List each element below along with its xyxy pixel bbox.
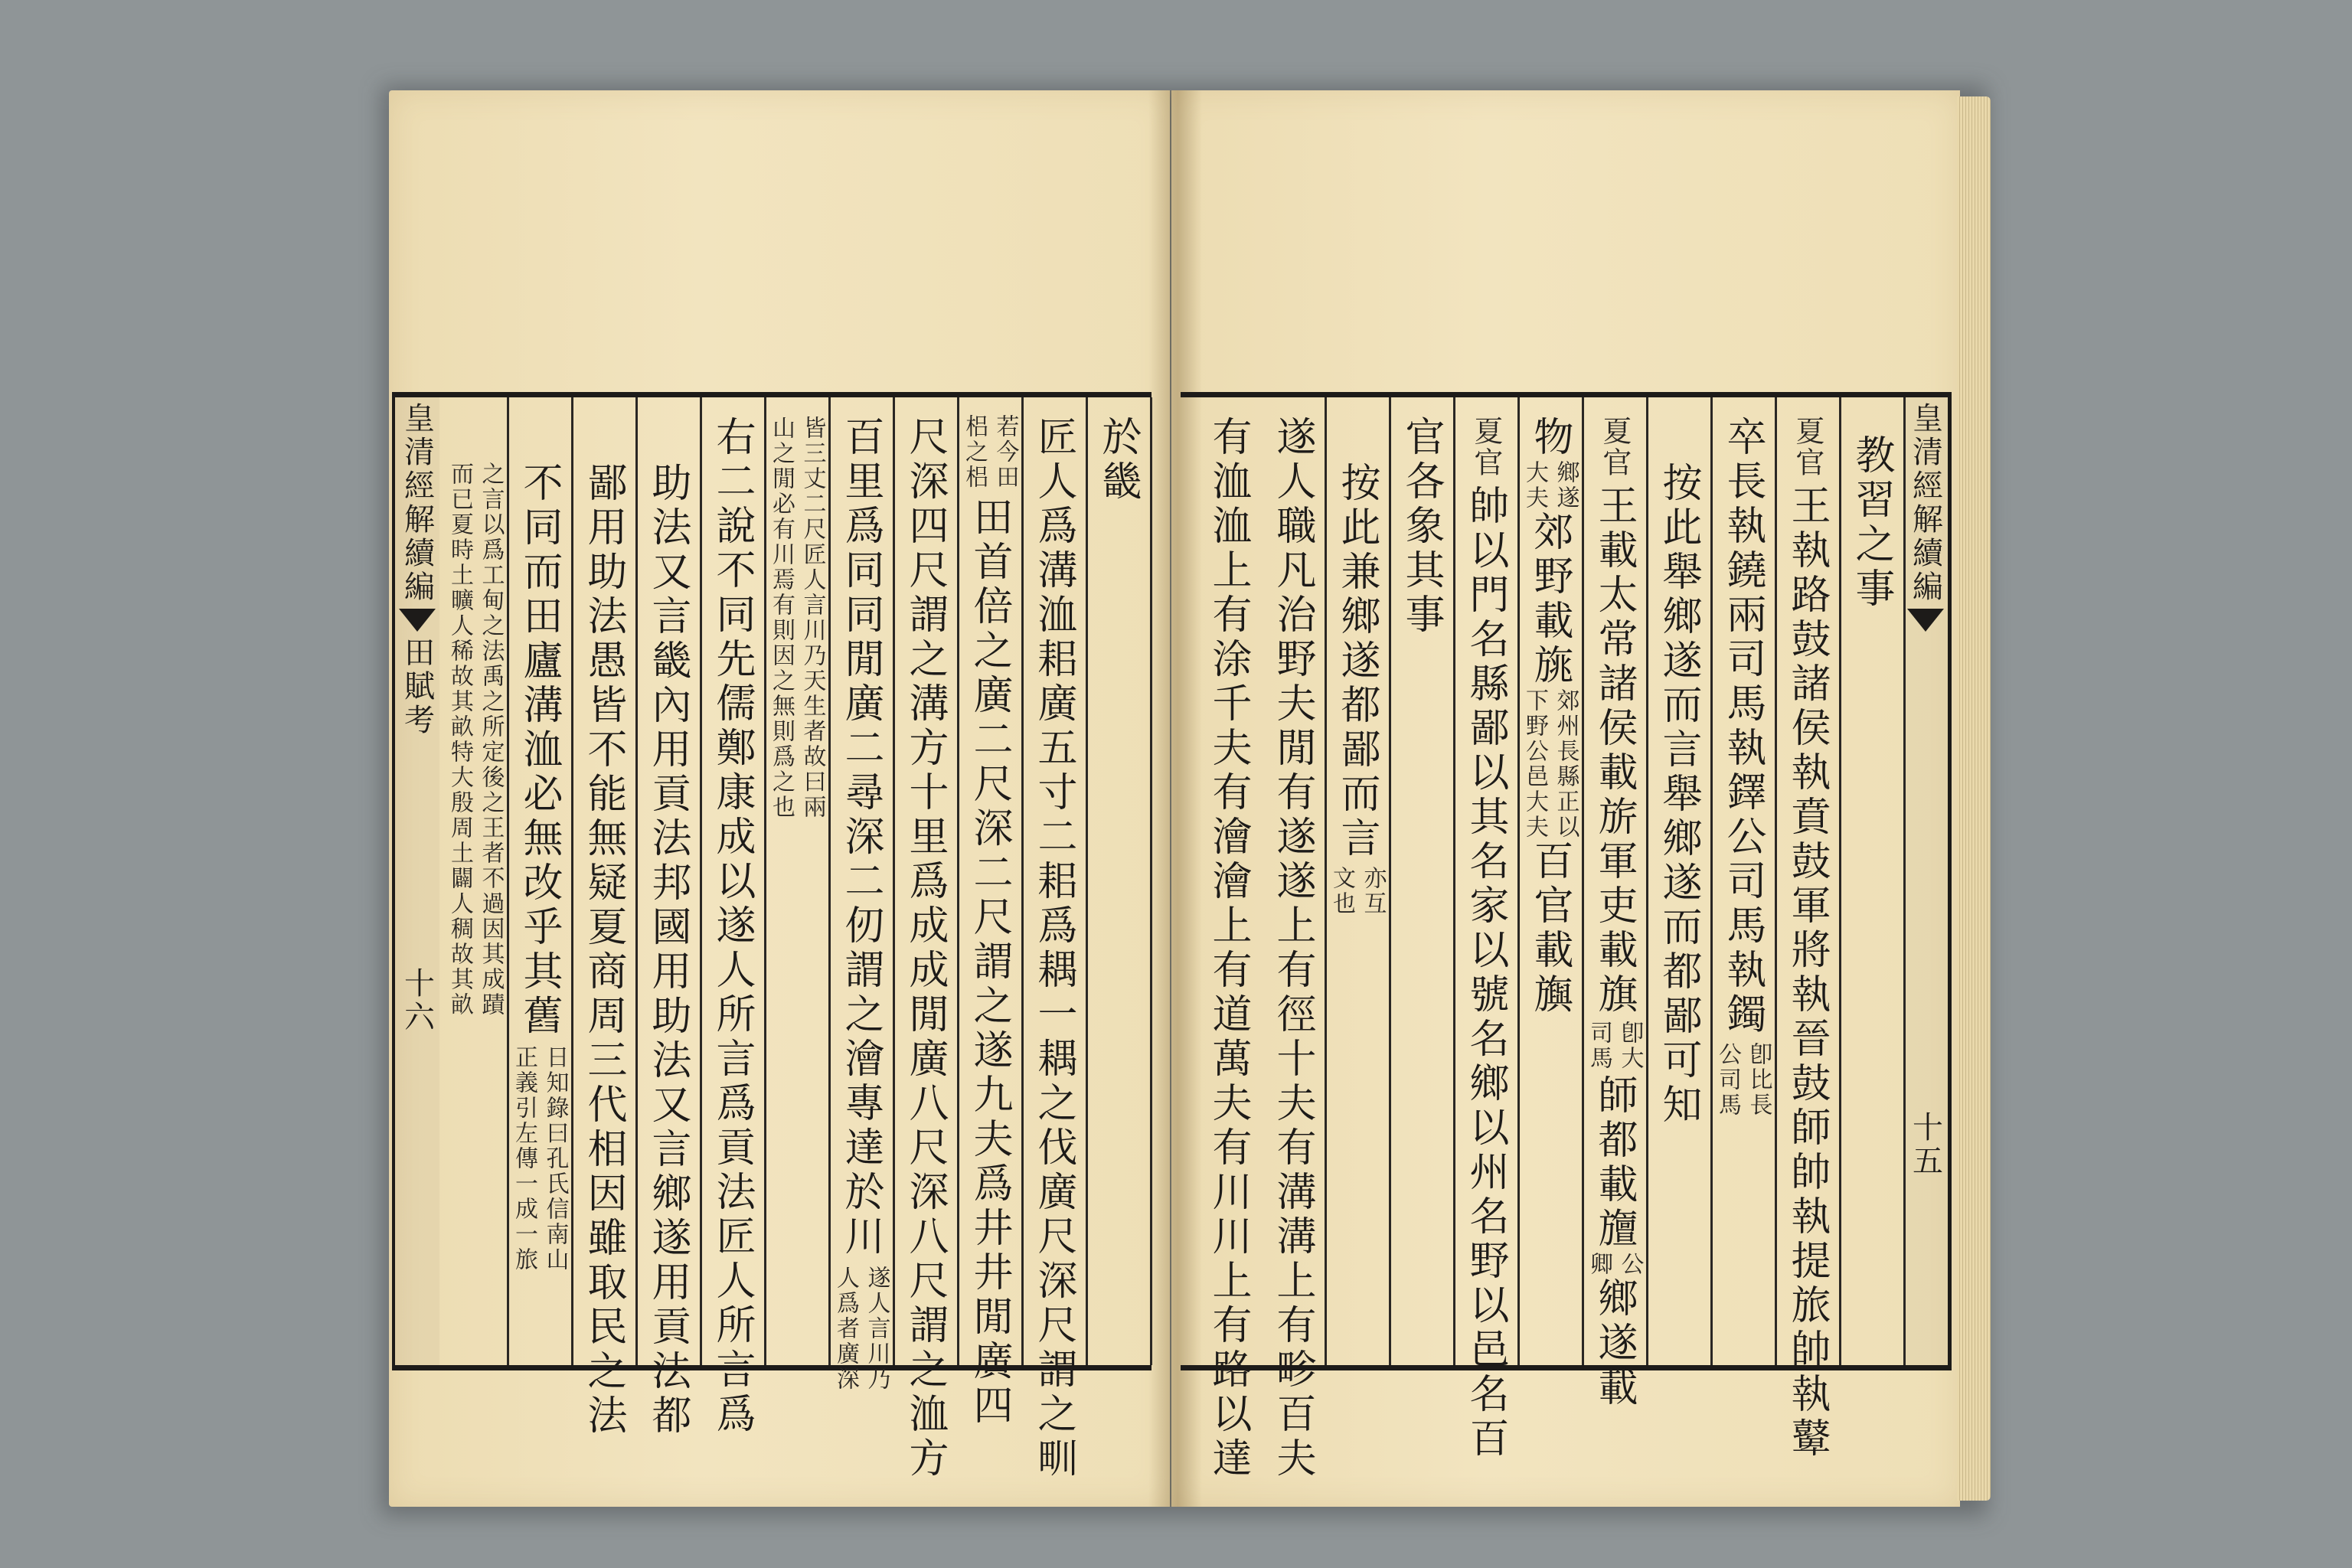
- text-column: [1582, 397, 1648, 1410]
- column-main-text: 助法又言畿內用貢法邦國用助法又言鄉遂用貢法都: [645, 462, 691, 1439]
- annotation-line: 之言以爲工甸之法禹之所定後之王者不過因其成蹟: [477, 462, 505, 1018]
- right-text-frame: [1181, 392, 1952, 1481]
- text-column: [893, 397, 959, 1481]
- text-column: [443, 397, 509, 1365]
- text-column: [764, 397, 831, 1365]
- column-main-text: 物: [1527, 416, 1573, 460]
- inline-annotation: [768, 416, 825, 820]
- annotation-line: 司馬: [1586, 1021, 1612, 1071]
- annotation-line: 卿: [1586, 1252, 1612, 1277]
- inline-annotation: [511, 1045, 568, 1272]
- annotation-line: 梠之梠: [961, 414, 988, 490]
- inline-annotation: [832, 1266, 890, 1392]
- banxin-section: 田賦考: [399, 636, 435, 737]
- column-main-text: 王載太常諸侯載旂軍吏載旗: [1591, 485, 1637, 1018]
- banxin-title: 皇清經解續編: [1907, 402, 1943, 604]
- column-main-text: 按此兼鄉遂都鄙而言: [1334, 462, 1380, 861]
- text-column: [1710, 397, 1777, 1365]
- banxin-strip: [395, 397, 439, 1365]
- office-label: 夏官: [1468, 416, 1503, 479]
- annotation-line: 卽比長: [1745, 1042, 1772, 1118]
- text-column: [571, 397, 638, 1439]
- folio-number: 十六: [399, 967, 435, 1034]
- column-main-text: 有洫洫上有涂千夫有澮澮上有道萬夫有川川上有路以達: [1205, 416, 1251, 1481]
- annotation-line: 公: [1616, 1252, 1644, 1277]
- annotation-line: 卽大: [1616, 1021, 1644, 1071]
- folio-number: 十五: [1907, 1111, 1943, 1178]
- inline-annotation: [961, 414, 1018, 490]
- annotation-line: 亦互: [1359, 866, 1387, 916]
- banxin-title: 皇清經解續編: [399, 402, 435, 604]
- annotation-line: 日知錄曰孔氏信南山: [541, 1045, 569, 1272]
- inline-annotation: [1521, 460, 1579, 511]
- fish-tail-mark-icon: [1907, 609, 1944, 632]
- office-label: 夏官: [1790, 416, 1824, 479]
- text-column: [700, 397, 766, 1437]
- text-column: [1260, 397, 1327, 1481]
- inline-annotation: [1328, 866, 1386, 916]
- inline-annotation: [1586, 1252, 1643, 1277]
- text-column: [1453, 397, 1520, 1462]
- annotation-line: 郊州長縣正以: [1552, 688, 1579, 840]
- annotation-line: 文也: [1328, 866, 1355, 916]
- annotation-line: 山之閒必有川焉有則因之無則爲之也: [768, 416, 795, 820]
- page-stack-edge: [1957, 96, 1991, 1501]
- column-main-text: 官各象其事: [1398, 416, 1444, 638]
- column-main-text: 鄉遂載: [1591, 1277, 1637, 1410]
- text-column: [1517, 397, 1584, 1365]
- column-main-text: 遂人職凡治野夫閒有遂遂上有徑十夫有溝溝上有畛百夫: [1269, 416, 1315, 1481]
- annotation-line: 公司馬: [1714, 1042, 1741, 1118]
- annotation-line: 若今田: [991, 414, 1019, 490]
- column-main-text: 百官載旟: [1527, 840, 1573, 1018]
- annotation-line: 遂人言川乃: [863, 1266, 890, 1392]
- office-label: 夏官: [1597, 416, 1632, 479]
- column-main-text: 尺深四尺謂之溝方十里爲成成閒廣八尺深八尺謂之洫方: [902, 416, 948, 1481]
- text-column: [1775, 397, 1841, 1462]
- column-main-text: 鄙用助法愚皆不能無疑夏商周三代相因雖取民之法: [580, 462, 626, 1439]
- inline-annotation: [446, 462, 504, 1018]
- column-main-text: 帥以門名縣鄙以其名家以號名鄉以州名野以邑名百: [1462, 485, 1508, 1462]
- text-column: [1086, 397, 1152, 1365]
- text-column: [1839, 397, 1906, 1365]
- annotation-line: 而已夏時土曠人稀故其畝特大殷周土闢人稠故其畝: [446, 462, 473, 1018]
- text-column: [507, 397, 573, 1365]
- column-main-text: 教習之事: [1848, 434, 1894, 612]
- text-column: [635, 397, 702, 1439]
- fish-tail-mark-icon: [399, 609, 436, 632]
- column-main-text: 匠人爲溝洫耜廣五寸二耜爲耦一耦之伐廣尺深尺謂之甽: [1031, 416, 1076, 1481]
- left-text-frame: [392, 392, 1152, 1481]
- column-main-text: 不同而田廬溝洫必無改乎其舊: [516, 462, 562, 1039]
- annotation-line: 鄉遂: [1552, 460, 1579, 511]
- annotation-line: 大夫: [1521, 460, 1548, 511]
- text-column: [1325, 397, 1391, 1365]
- inline-annotation: [1521, 688, 1579, 840]
- column-main-text: 王執路鼓諸侯執賁鼓軍將執晉鼓師帥執提旅帥執鼙: [1784, 485, 1830, 1462]
- column-main-text: 百里爲同同閒廣二尋深二仞謂之澮專達於川: [838, 416, 884, 1259]
- text-column: [1646, 397, 1713, 1365]
- text-column: [1021, 397, 1088, 1481]
- column-main-text: 右二說不同先儒鄭康成以遂人所言爲貢法匠人所言爲: [709, 416, 755, 1437]
- inline-annotation: [1586, 1021, 1643, 1071]
- text-column: [1196, 397, 1260, 1481]
- text-column: [1389, 397, 1455, 1365]
- annotation-line: 下野公邑大夫: [1521, 688, 1548, 840]
- column-main-text: 田首倍之廣二尺深二尺謂之遂九夫爲井井閒廣四: [966, 496, 1012, 1429]
- column-main-text: 卒長執鐃兩司馬執鐸公司馬執鐲: [1720, 416, 1766, 1037]
- text-column: [828, 397, 895, 1392]
- inline-annotation: [1714, 1042, 1772, 1118]
- banxin-strip: [1903, 397, 1948, 1365]
- annotation-line: 人爲者廣深: [832, 1266, 859, 1392]
- column-main-text: 師都載旜: [1591, 1074, 1637, 1252]
- text-column: [957, 397, 1024, 1429]
- column-main-text: 按此舉鄉遂而言舉鄉遂而都鄙可知: [1655, 462, 1701, 1128]
- annotation-line: 正義引左傳一成一旅: [511, 1045, 537, 1272]
- column-main-text: 郊野載旐: [1527, 511, 1573, 688]
- column-main-text: 於畿: [1095, 416, 1141, 505]
- annotation-line: 皆三丈二尺匠人言川乃天生者故曰兩: [799, 416, 826, 820]
